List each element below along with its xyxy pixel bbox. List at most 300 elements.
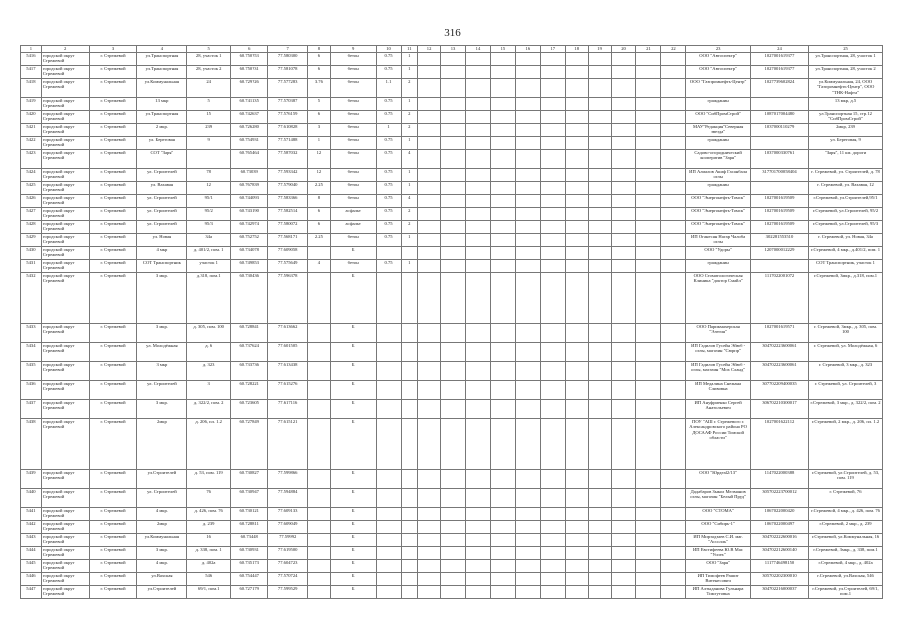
- table-cell: 77.579040: [268, 182, 308, 195]
- table-cell: ООО "Энергонефть-Томск": [686, 208, 750, 221]
- table-cell: [661, 137, 686, 150]
- table-cell: [401, 400, 418, 419]
- table-cell: [636, 560, 661, 573]
- table-cell: бетон: [330, 260, 376, 273]
- table-cell: [565, 182, 588, 195]
- table-cell: [611, 150, 636, 169]
- table-cell: д. 426, пом. 76: [187, 508, 231, 521]
- table-cell: г.Стрежевой, ул.Строителей,95/1: [809, 195, 883, 208]
- table-cell: [540, 560, 565, 573]
- table-cell: [611, 400, 636, 419]
- table-cell: [418, 137, 441, 150]
- table-cell: [465, 260, 490, 273]
- table-cell: [418, 534, 441, 547]
- table-cell: [418, 521, 441, 534]
- table-cell: [465, 489, 490, 508]
- table-cell: [565, 66, 588, 79]
- table-cell: [588, 208, 611, 221]
- table-cell: 60.741135: [231, 98, 268, 111]
- table-cell: 60.729?26: [231, 79, 268, 98]
- table-cell: [465, 586, 490, 599]
- table-cell: [540, 208, 565, 221]
- table-cell: [401, 470, 418, 489]
- table-cell: [515, 586, 540, 599]
- table-cell: ул. Строителей: [137, 381, 187, 400]
- table-cell: [441, 234, 466, 247]
- table-cell: 77.571488: [268, 137, 308, 150]
- table-cell: 60.73448: [231, 534, 268, 547]
- table-cell: 4 мкр.: [137, 508, 187, 521]
- table-cell: д. 401/2, пом. 1: [187, 247, 231, 260]
- table-cell: [490, 111, 515, 124]
- table-cell: [540, 273, 565, 324]
- table-cell: городской округ Стрежевой: [41, 521, 89, 534]
- column-header: 9: [330, 46, 376, 53]
- table-cell: г. Стрежевой: [89, 547, 137, 560]
- table-cell: [441, 98, 466, 111]
- table-cell: 4: [307, 260, 330, 273]
- table-cell: [376, 273, 401, 324]
- table-row: [21, 137, 883, 150]
- table-cell: [611, 381, 636, 400]
- table-cell: 77.601505: [268, 343, 308, 362]
- table-cell: г. Стрежевой: [89, 234, 137, 247]
- table-cell: [540, 534, 565, 547]
- table-cell: Б: [330, 273, 376, 324]
- column-header: 19: [588, 46, 611, 53]
- table-cell: городской округ Стрежевой: [41, 98, 89, 111]
- table-cell: бетон: [330, 137, 376, 150]
- table-cell: г. Стрежевой: [89, 324, 137, 343]
- table-cell: г.Стрежевой, 4 мкр., д. 426, пом. 76: [809, 508, 883, 521]
- table-cell: [441, 221, 466, 234]
- table-cell: городской округ Стрежевой: [41, 381, 89, 400]
- table-cell: 546: [187, 573, 231, 586]
- table-cell: [588, 573, 611, 586]
- table-cell: г. Стрежевой: [89, 534, 137, 547]
- table-cell: [441, 547, 466, 560]
- table-cell: [418, 66, 441, 79]
- column-header: 15: [490, 46, 515, 53]
- table-cell: [565, 586, 588, 599]
- table-cell: 1: [401, 66, 418, 79]
- table-cell: 60.730931: [231, 547, 268, 560]
- table-cell: [441, 489, 466, 508]
- table-cell: г. Стрежевой: [89, 221, 137, 234]
- table-cell: 5437: [21, 400, 42, 419]
- table-cell: [636, 534, 661, 547]
- table-cell: 2: [401, 221, 418, 234]
- table-cell: 60.743190: [231, 208, 268, 221]
- table-cell: [565, 273, 588, 324]
- table-cell: г. Стрежевой: [89, 489, 137, 508]
- table-cell: [418, 53, 441, 66]
- table-cell: [465, 324, 490, 343]
- table-cell: ул. Строителей: [137, 208, 187, 221]
- table-cell: [540, 547, 565, 560]
- table-cell: ИП Алтыданова Гульнара Тимгутовна: [686, 586, 750, 599]
- table-cell: [401, 534, 418, 547]
- table-cell: [465, 419, 490, 470]
- table-cell: [465, 547, 490, 560]
- table-cell: [401, 324, 418, 343]
- table-cell: [565, 489, 588, 508]
- table-cell: 77.615121: [268, 419, 308, 470]
- table-cell: [540, 150, 565, 169]
- table-cell: бетон: [330, 111, 376, 124]
- table-cell: [636, 586, 661, 599]
- table-cell: [490, 182, 515, 195]
- table-cell: 1117022001072: [750, 273, 808, 324]
- table-row: [21, 381, 883, 400]
- table-cell: [661, 53, 686, 66]
- table-cell: 5428: [21, 221, 42, 234]
- table-cell: 1027001619509: [750, 221, 808, 234]
- table-cell: городской округ Стрежевой: [41, 534, 89, 547]
- table-cell: г.Стрежевой, ул.Строителей, 95/3: [809, 221, 883, 234]
- table-cell: [661, 247, 686, 260]
- table-cell: [636, 273, 661, 324]
- table-cell: [401, 247, 418, 260]
- table-row: [21, 66, 883, 79]
- table-cell: [441, 534, 466, 547]
- table-cell: 0.75: [376, 169, 401, 182]
- table-cell: [611, 470, 636, 489]
- table-cell: [401, 273, 418, 324]
- table-cell: ООО "Газпромнефть-Центр": [686, 79, 750, 98]
- table-cell: городской округ Стрежевой: [41, 508, 89, 521]
- table-cell: г. Стрежевой: [89, 343, 137, 362]
- table-cell: [588, 247, 611, 260]
- table-cell: 77.594884: [268, 489, 308, 508]
- table-cell: [465, 273, 490, 324]
- table-cell: г. Стрежевой, ул. Молодёжная, 6: [809, 343, 883, 362]
- table-cell: [465, 137, 490, 150]
- table-cell: [307, 419, 330, 470]
- table-cell: [515, 547, 540, 560]
- table-cell: 12: [307, 169, 330, 182]
- table-cell: [490, 273, 515, 324]
- table-cell: [636, 521, 661, 534]
- table-cell: [490, 508, 515, 521]
- table-cell: [611, 534, 636, 547]
- column-header: 18: [565, 46, 588, 53]
- table-cell: 5435: [21, 362, 42, 381]
- header-row: [21, 46, 883, 53]
- table-cell: [465, 247, 490, 260]
- table-cell: 5423: [21, 150, 42, 169]
- table-cell: [611, 182, 636, 195]
- table-cell: г. Стрежевой, 3мкр., д. 305, пом. 100: [809, 324, 883, 343]
- table-cell: [540, 470, 565, 489]
- table-cell: ИП Медалина Снежана Сливовна: [686, 381, 750, 400]
- table-row: [21, 560, 883, 573]
- table-cell: [490, 586, 515, 599]
- table-cell: [490, 221, 515, 234]
- table-row: [21, 221, 883, 234]
- table-row: [21, 208, 883, 221]
- table-cell: [661, 560, 686, 573]
- table-cell: [515, 470, 540, 489]
- table-cell: [441, 124, 466, 137]
- table-cell: 5426: [21, 195, 42, 208]
- table-cell: ИП Гадилов Гусейн Эйюб - оглы, магазин "Мох Сланд": [686, 362, 750, 381]
- table-cell: [611, 137, 636, 150]
- column-header: 13: [441, 46, 466, 53]
- table-cell: [441, 508, 466, 521]
- table-cell: г.Стрежевой, 3мкр., д. 338, пом.1: [809, 547, 883, 560]
- table-cell: 60.754931: [231, 137, 268, 150]
- table-cell: [540, 489, 565, 508]
- table-cell: [515, 381, 540, 400]
- table-cell: 3: [187, 381, 231, 400]
- table-cell: городской округ Стрежевой: [41, 124, 89, 137]
- table-cell: [418, 124, 441, 137]
- table-cell: [565, 470, 588, 489]
- table-cell: 77.577283: [268, 79, 308, 98]
- table-cell: Б: [330, 247, 376, 260]
- table-cell: ул. Новая: [137, 234, 187, 247]
- table-cell: 60.737624: [231, 343, 268, 362]
- table-cell: 28, участок 2: [187, 66, 231, 79]
- table-cell: 0.75: [376, 53, 401, 66]
- table-cell: [307, 247, 330, 260]
- table-cell: [418, 547, 441, 560]
- table-cell: 60.723605: [231, 400, 268, 419]
- table-row: [21, 324, 883, 343]
- table-cell: 5422: [21, 137, 42, 150]
- table-cell: 1: [401, 234, 418, 247]
- table-cell: 2 мкр.: [137, 124, 187, 137]
- table-cell: 5447: [21, 586, 42, 599]
- table-row: [21, 124, 883, 137]
- table-cell: 2: [401, 124, 418, 137]
- table-cell: [465, 362, 490, 381]
- table-cell: [307, 343, 330, 362]
- table-cell: [750, 98, 808, 111]
- table-cell: 77.610828: [268, 124, 308, 137]
- table-cell: 6: [307, 208, 330, 221]
- table-cell: 1: [401, 98, 418, 111]
- column-header: 10: [376, 46, 401, 53]
- table-cell: [588, 111, 611, 124]
- table-cell: [611, 98, 636, 111]
- table-cell: ПОУ "АШ г. Стрежевого г. Александровского района РО ДОСААФ России Томской области": [686, 419, 750, 470]
- table-cell: [465, 111, 490, 124]
- table-cell: 5445: [21, 560, 42, 573]
- table-cell: ООО "Энергонефть-Томск": [686, 195, 750, 208]
- table-cell: г. Стрежевой: [89, 560, 137, 573]
- table-cell: [418, 273, 441, 324]
- table-cell: 0.75: [376, 260, 401, 273]
- table-cell: [401, 586, 418, 599]
- table-cell: [307, 560, 330, 573]
- table-cell: [465, 98, 490, 111]
- table-cell: 4 мкр: [137, 247, 187, 260]
- table-cell: 1: [307, 137, 330, 150]
- table-cell: городской округ Стрежевой: [41, 79, 89, 98]
- table-cell: 1: [401, 169, 418, 182]
- table-cell: [540, 234, 565, 247]
- table-cell: 5439: [21, 470, 42, 489]
- table-cell: [465, 53, 490, 66]
- table-row: [21, 247, 883, 260]
- table-cell: 60.742974: [231, 221, 268, 234]
- table-cell: [588, 79, 611, 98]
- table-cell: д. 239: [187, 521, 231, 534]
- table-cell: 60.727179: [231, 586, 268, 599]
- table-cell: [540, 195, 565, 208]
- table-cell: ул.Транспортная: [137, 66, 187, 79]
- table-cell: [465, 221, 490, 234]
- table-cell: д. 402а: [187, 560, 231, 573]
- table-row: [21, 534, 883, 547]
- table-cell: 5438: [21, 419, 42, 470]
- table-cell: ул. Строителей: [137, 221, 187, 234]
- table-cell: [611, 111, 636, 124]
- table-cell: [515, 234, 540, 247]
- table-cell: [636, 260, 661, 273]
- table-cell: городской округ Стрежевой: [41, 208, 89, 221]
- table-cell: [540, 66, 565, 79]
- table-cell: ООО Парикмахерская "Элегия": [686, 324, 750, 343]
- table-cell: [307, 324, 330, 343]
- table-cell: [465, 124, 490, 137]
- table-row: [21, 150, 883, 169]
- table-cell: 60.733736: [231, 362, 268, 381]
- table-cell: г. Стрежевой: [89, 362, 137, 381]
- table-cell: 0.75: [376, 66, 401, 79]
- table-cell: 0.75: [376, 234, 401, 247]
- table-row: [21, 508, 883, 521]
- column-header: 24: [750, 46, 808, 53]
- table-cell: [418, 195, 441, 208]
- column-header: 7: [268, 46, 308, 53]
- table-cell: [565, 547, 588, 560]
- table-cell: [465, 66, 490, 79]
- table-cell: [588, 150, 611, 169]
- table-cell: 9: [187, 137, 231, 150]
- table-cell: [636, 381, 661, 400]
- table-cell: [465, 208, 490, 221]
- table-cell: [565, 419, 588, 470]
- table-cell: ИП Оганесян Нагар Чалоба оглы: [686, 234, 750, 247]
- table-cell: 5: [307, 98, 330, 111]
- table-cell: ул.Транспортная: [137, 111, 187, 124]
- table-cell: 1117746498150: [750, 560, 808, 573]
- table-cell: 5416: [21, 53, 42, 66]
- table-cell: 77.581078: [268, 66, 308, 79]
- table-cell: [441, 343, 466, 362]
- table-cell: ул.Коммунальная: [137, 79, 187, 98]
- table-cell: городской округ Стрежевой: [41, 400, 89, 419]
- table-row: [21, 586, 883, 599]
- table-cell: Садово-огороднический кооператив "Заря": [686, 150, 750, 169]
- table-cell: [540, 508, 565, 521]
- table-cell: [588, 234, 611, 247]
- table-cell: [661, 66, 686, 79]
- table-cell: [515, 221, 540, 234]
- table-cell: 95/1: [187, 195, 231, 208]
- table-cell: [661, 419, 686, 470]
- table-cell: 69/1, пом.1: [187, 586, 231, 599]
- table-cell: г. Стрежевой, ул. Вахавая, 12: [809, 182, 883, 195]
- table-cell: г. Стрежевой, ул. Строителей, 3: [809, 381, 883, 400]
- table-row: [21, 573, 883, 586]
- table-cell: 77.599529: [268, 586, 308, 599]
- table-cell: [611, 221, 636, 234]
- table-cell: [611, 489, 636, 508]
- table-cell: 4 мкр.: [137, 560, 187, 573]
- table-cell: [636, 489, 661, 508]
- table-cell: 60.754447: [231, 573, 268, 586]
- table-cell: [465, 400, 490, 419]
- table-cell: г. Стрежевой: [89, 182, 137, 195]
- table-cell: Б: [330, 547, 376, 560]
- table-cell: г. Стрежевой: [89, 260, 137, 273]
- table-cell: д. 53, пом. 119: [187, 470, 231, 489]
- table-cell: [565, 560, 588, 573]
- table-cell: ООО "Автоспектр": [686, 53, 750, 66]
- table-cell: [401, 508, 418, 521]
- table-cell: [515, 400, 540, 419]
- table-cell: [441, 53, 466, 66]
- table-cell: 77.576159: [268, 111, 308, 124]
- table-cell: 77.615276: [268, 381, 308, 400]
- table-cell: г.Стрежевой, 4 мкр., д.401/2, пом. 1: [809, 247, 883, 260]
- table-cell: [611, 573, 636, 586]
- table-cell: 60.730947: [231, 489, 268, 508]
- table-cell: [661, 534, 686, 547]
- table-cell: [441, 260, 466, 273]
- table-cell: [515, 560, 540, 573]
- table-cell: гражданин: [686, 98, 750, 111]
- table-cell: [588, 381, 611, 400]
- table-cell: 5441: [21, 508, 42, 521]
- table-cell: [611, 79, 636, 98]
- table-cell: [465, 79, 490, 98]
- column-header: 8: [307, 46, 330, 53]
- table-cell: [515, 195, 540, 208]
- table-cell: [565, 221, 588, 234]
- table-cell: [565, 247, 588, 260]
- table-cell: [515, 508, 540, 521]
- table-cell: ул.Транспортная: [137, 53, 187, 66]
- table-cell: 2.25: [307, 182, 330, 195]
- table-cell: 77.609133: [268, 508, 308, 521]
- table-cell: [515, 137, 540, 150]
- table-cell: [418, 208, 441, 221]
- table-cell: бетон: [330, 66, 376, 79]
- table-cell: [540, 324, 565, 343]
- table-cell: г. Стрежевой: [89, 521, 137, 534]
- table-cell: [661, 400, 686, 419]
- table-cell: [565, 79, 588, 98]
- table-cell: 1027001619509: [750, 195, 808, 208]
- table-cell: г.Стрежевой, 3мкр., д.318, пом.1: [809, 273, 883, 324]
- table-cell: 77.619500: [268, 547, 308, 560]
- table-cell: гражданин: [686, 260, 750, 273]
- table-cell: [490, 208, 515, 221]
- table-cell: городской округ Стрежевой: [41, 234, 89, 247]
- table-cell: [441, 137, 466, 150]
- table-cell: [441, 381, 466, 400]
- table-cell: 304702223600061: [750, 343, 808, 362]
- table-cell: г. Стрежевой: [89, 53, 137, 66]
- table-cell: [565, 381, 588, 400]
- table-cell: [441, 470, 466, 489]
- table-cell: 1067022000497: [750, 521, 808, 534]
